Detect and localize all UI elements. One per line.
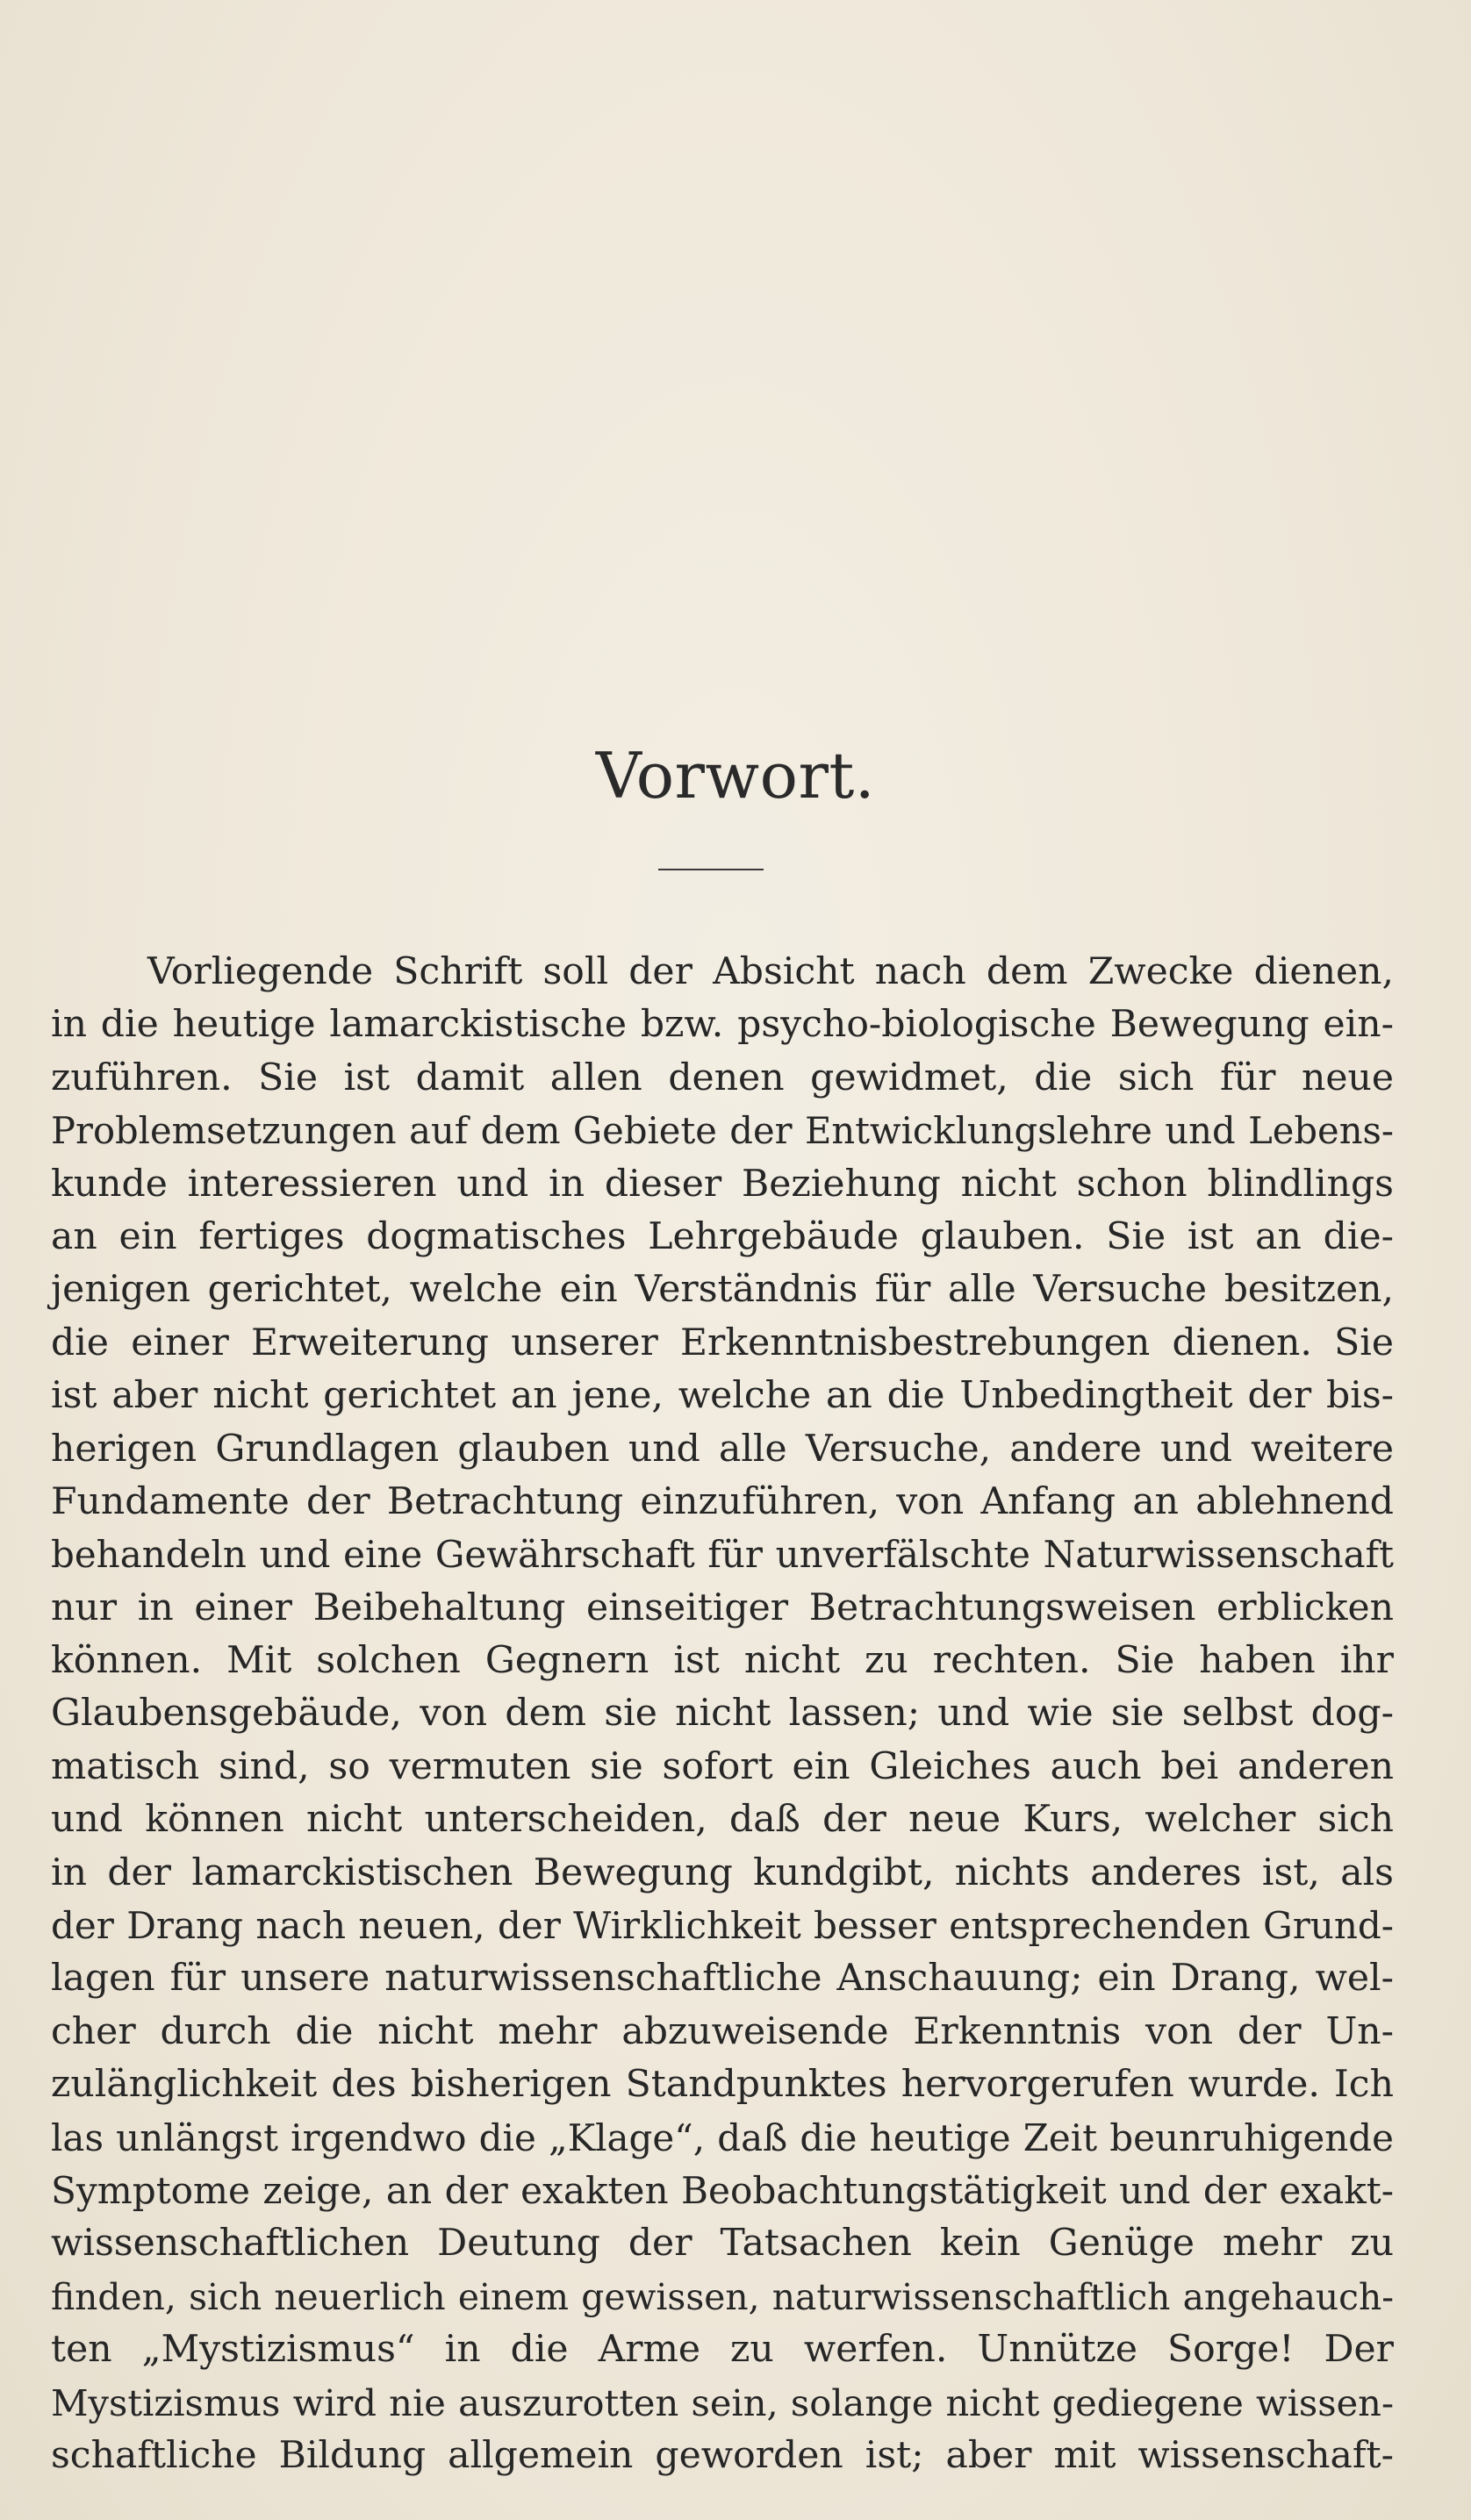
text-line: zuführen. Sie ist damit allen denen gewidmet, die sich für neue <box>51 1056 1394 1099</box>
text-line: Symptome zeige, an der exakten Beobachtungstätigkeit und der exakt- <box>51 2168 1394 2212</box>
text-line: lagen für unsere naturwissenschaftliche Anschauung; ein Drang, wel- <box>51 1957 1394 2001</box>
text-line: matisch sind, so vermuten sie sofort ein Gleiches auch bei anderen <box>51 1744 1394 1788</box>
text-line: Vorliegende Schrift soll der Absicht nach dem Zwecke dienen, <box>147 950 1394 993</box>
text-line: schaftliche Bildung allgemein geworden ist; aber mit wissenschaft- <box>51 2433 1394 2477</box>
text-line: kunde interessieren und in dieser Beziehung nicht schon blindlings <box>51 1162 1394 1206</box>
text-line: las unlängst irgendwo die „Klage“, daß die heutige Zeit beunruhigende <box>51 2116 1394 2159</box>
text-line: behandeln und eine Gewährschaft für unverfälschte Naturwissenschaft <box>51 1533 1394 1577</box>
text-line: Fundamente der Betrachtung einzuführen, von Anfang an ablehnend <box>51 1479 1394 1523</box>
text-line: der Drang nach neuen, der Wirklichkeit besser entsprechenden Grund- <box>51 1904 1394 1948</box>
text-line: in die heutige lamarckistische bzw. psycho-biologische Bewegung ein- <box>51 1003 1394 1047</box>
text-line: die einer Erweiterung unserer Erkenntnisbestrebungen dienen. Sie <box>51 1321 1394 1364</box>
text-line: wissenschaftlichen Deutung der Tatsachen kein Genüge mehr zu <box>51 2222 1394 2266</box>
text-line: jenigen gerichtet, welche ein Verständnis für alle Versuche besitzen, <box>51 1268 1394 1312</box>
text-line: ist aber nicht gerichtet an jene, welche an die Unbedingtheit der bis- <box>51 1374 1394 1418</box>
text-line: an ein fertiges dogmatisches Lehrgebäude glauben. Sie ist an die- <box>51 1214 1394 1258</box>
text-line: können. Mit solchen Gegnern ist nicht zu rechten. Sie haben ihr <box>51 1639 1394 1683</box>
title-divider <box>658 869 764 870</box>
text-line: herigen Grundlagen glauben und alle Versuche, andere und weitere <box>51 1427 1394 1471</box>
text-line: ten „Mystizismus“ in die Arme zu werfen. Unnütze Sorge! Der <box>51 2328 1394 2372</box>
text-line: Problemsetzungen auf dem Gebiete der Entwicklungslehre und Lebens- <box>51 1109 1394 1153</box>
text-line: Glaubensgebäude, von dem sie nicht lassen; und wie sie selbst dog- <box>51 1692 1394 1736</box>
text-line: Mystizismus wird nie auszurotten sein, solange nicht gediegene wissen- <box>51 2380 1394 2424</box>
body-paragraph <box>51 946 1394 2482</box>
text-line: cher durch die nicht mehr abzuweisende Erkenntnis von der Un- <box>51 2009 1394 2053</box>
text-line: in der lamarckistischen Bewegung kundgibt, nichts anderes ist, als <box>51 1851 1394 1894</box>
text-line: zulänglichkeit des bisherigen Standpunktes hervorgerufen wurde. Ich <box>51 2063 1394 2107</box>
text-line: nur in einer Beibehaltung einseitiger Betrachtungsweisen erblicken <box>51 1586 1394 1629</box>
text-line: und können nicht unterscheiden, daß der neue Kurs, welcher sich <box>51 1798 1394 1842</box>
page-title: Vorwort. <box>595 739 876 813</box>
text-line: finden, sich neuerlich einem gewissen, naturwissenschaftlich angehauch- <box>51 2275 1394 2318</box>
